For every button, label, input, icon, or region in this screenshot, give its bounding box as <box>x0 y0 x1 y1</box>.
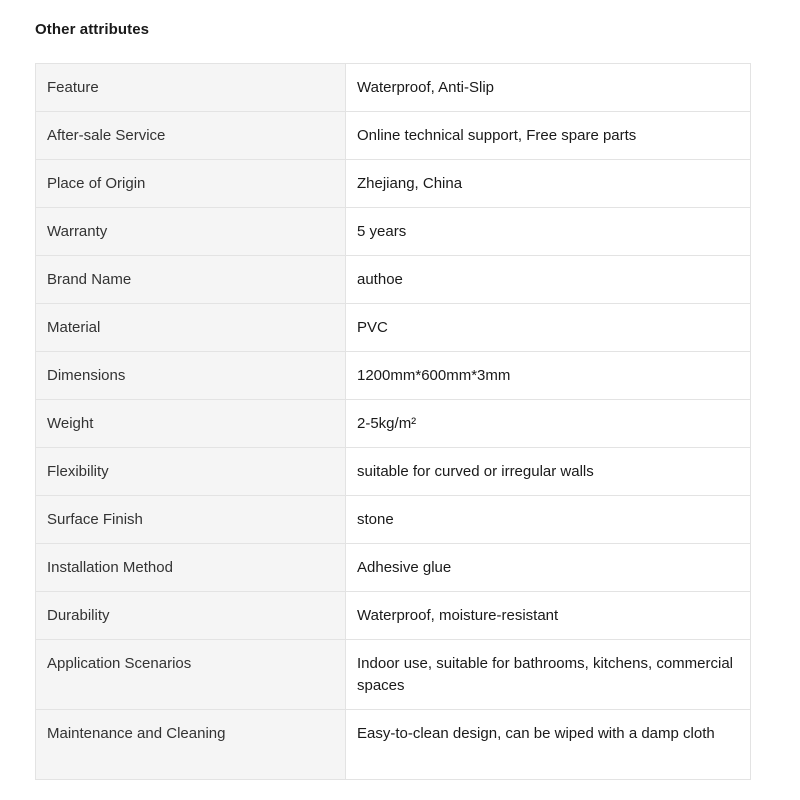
attribute-value: Waterproof, Anti-Slip <box>346 64 751 112</box>
table-row <box>36 640 751 710</box>
attribute-key: Weight <box>36 400 346 448</box>
attribute-key: Brand Name <box>36 256 346 304</box>
attribute-key: Durability <box>36 592 346 640</box>
table-row <box>36 710 751 780</box>
table-row <box>36 64 751 112</box>
attribute-value: PVC <box>346 304 751 352</box>
attribute-key: Application Scenarios <box>36 640 346 710</box>
attribute-value: Online technical support, Free spare parts <box>346 112 751 160</box>
attribute-value: Zhejiang, China <box>346 160 751 208</box>
table-row <box>36 304 751 352</box>
attributes-table <box>35 63 751 780</box>
table-row <box>36 400 751 448</box>
attribute-key: Material <box>36 304 346 352</box>
attribute-key: Surface Finish <box>36 496 346 544</box>
attribute-key: After-sale Service <box>36 112 346 160</box>
attribute-key: Feature <box>36 64 346 112</box>
table-row <box>36 592 751 640</box>
attribute-key: Installation Method <box>36 544 346 592</box>
table-row <box>36 544 751 592</box>
attribute-value: 2-5kg/m² <box>346 400 751 448</box>
attribute-key: Warranty <box>36 208 346 256</box>
attribute-key: Place of Origin <box>36 160 346 208</box>
attribute-value: 1200mm*600mm*3mm <box>346 352 751 400</box>
table-row <box>36 448 751 496</box>
table-row <box>36 496 751 544</box>
attribute-key: Maintenance and Cleaning <box>36 710 346 780</box>
attribute-value: Indoor use, suitable for bathrooms, kitchens, commercial spaces <box>346 640 751 710</box>
table-row <box>36 352 751 400</box>
attribute-value: 5 years <box>346 208 751 256</box>
attribute-value: Easy-to-clean design, can be wiped with a damp cloth <box>346 710 751 780</box>
attribute-value: suitable for curved or irregular walls <box>346 448 751 496</box>
attribute-value: authoe <box>346 256 751 304</box>
attribute-value: Adhesive glue <box>346 544 751 592</box>
attribute-key: Dimensions <box>36 352 346 400</box>
attribute-value: Waterproof, moisture-resistant <box>346 592 751 640</box>
table-row <box>36 208 751 256</box>
attribute-key: Flexibility <box>36 448 346 496</box>
section-title: Other attributes <box>35 21 150 38</box>
attribute-value: stone <box>346 496 751 544</box>
table-row <box>36 112 751 160</box>
table-row <box>36 256 751 304</box>
table-row <box>36 160 751 208</box>
